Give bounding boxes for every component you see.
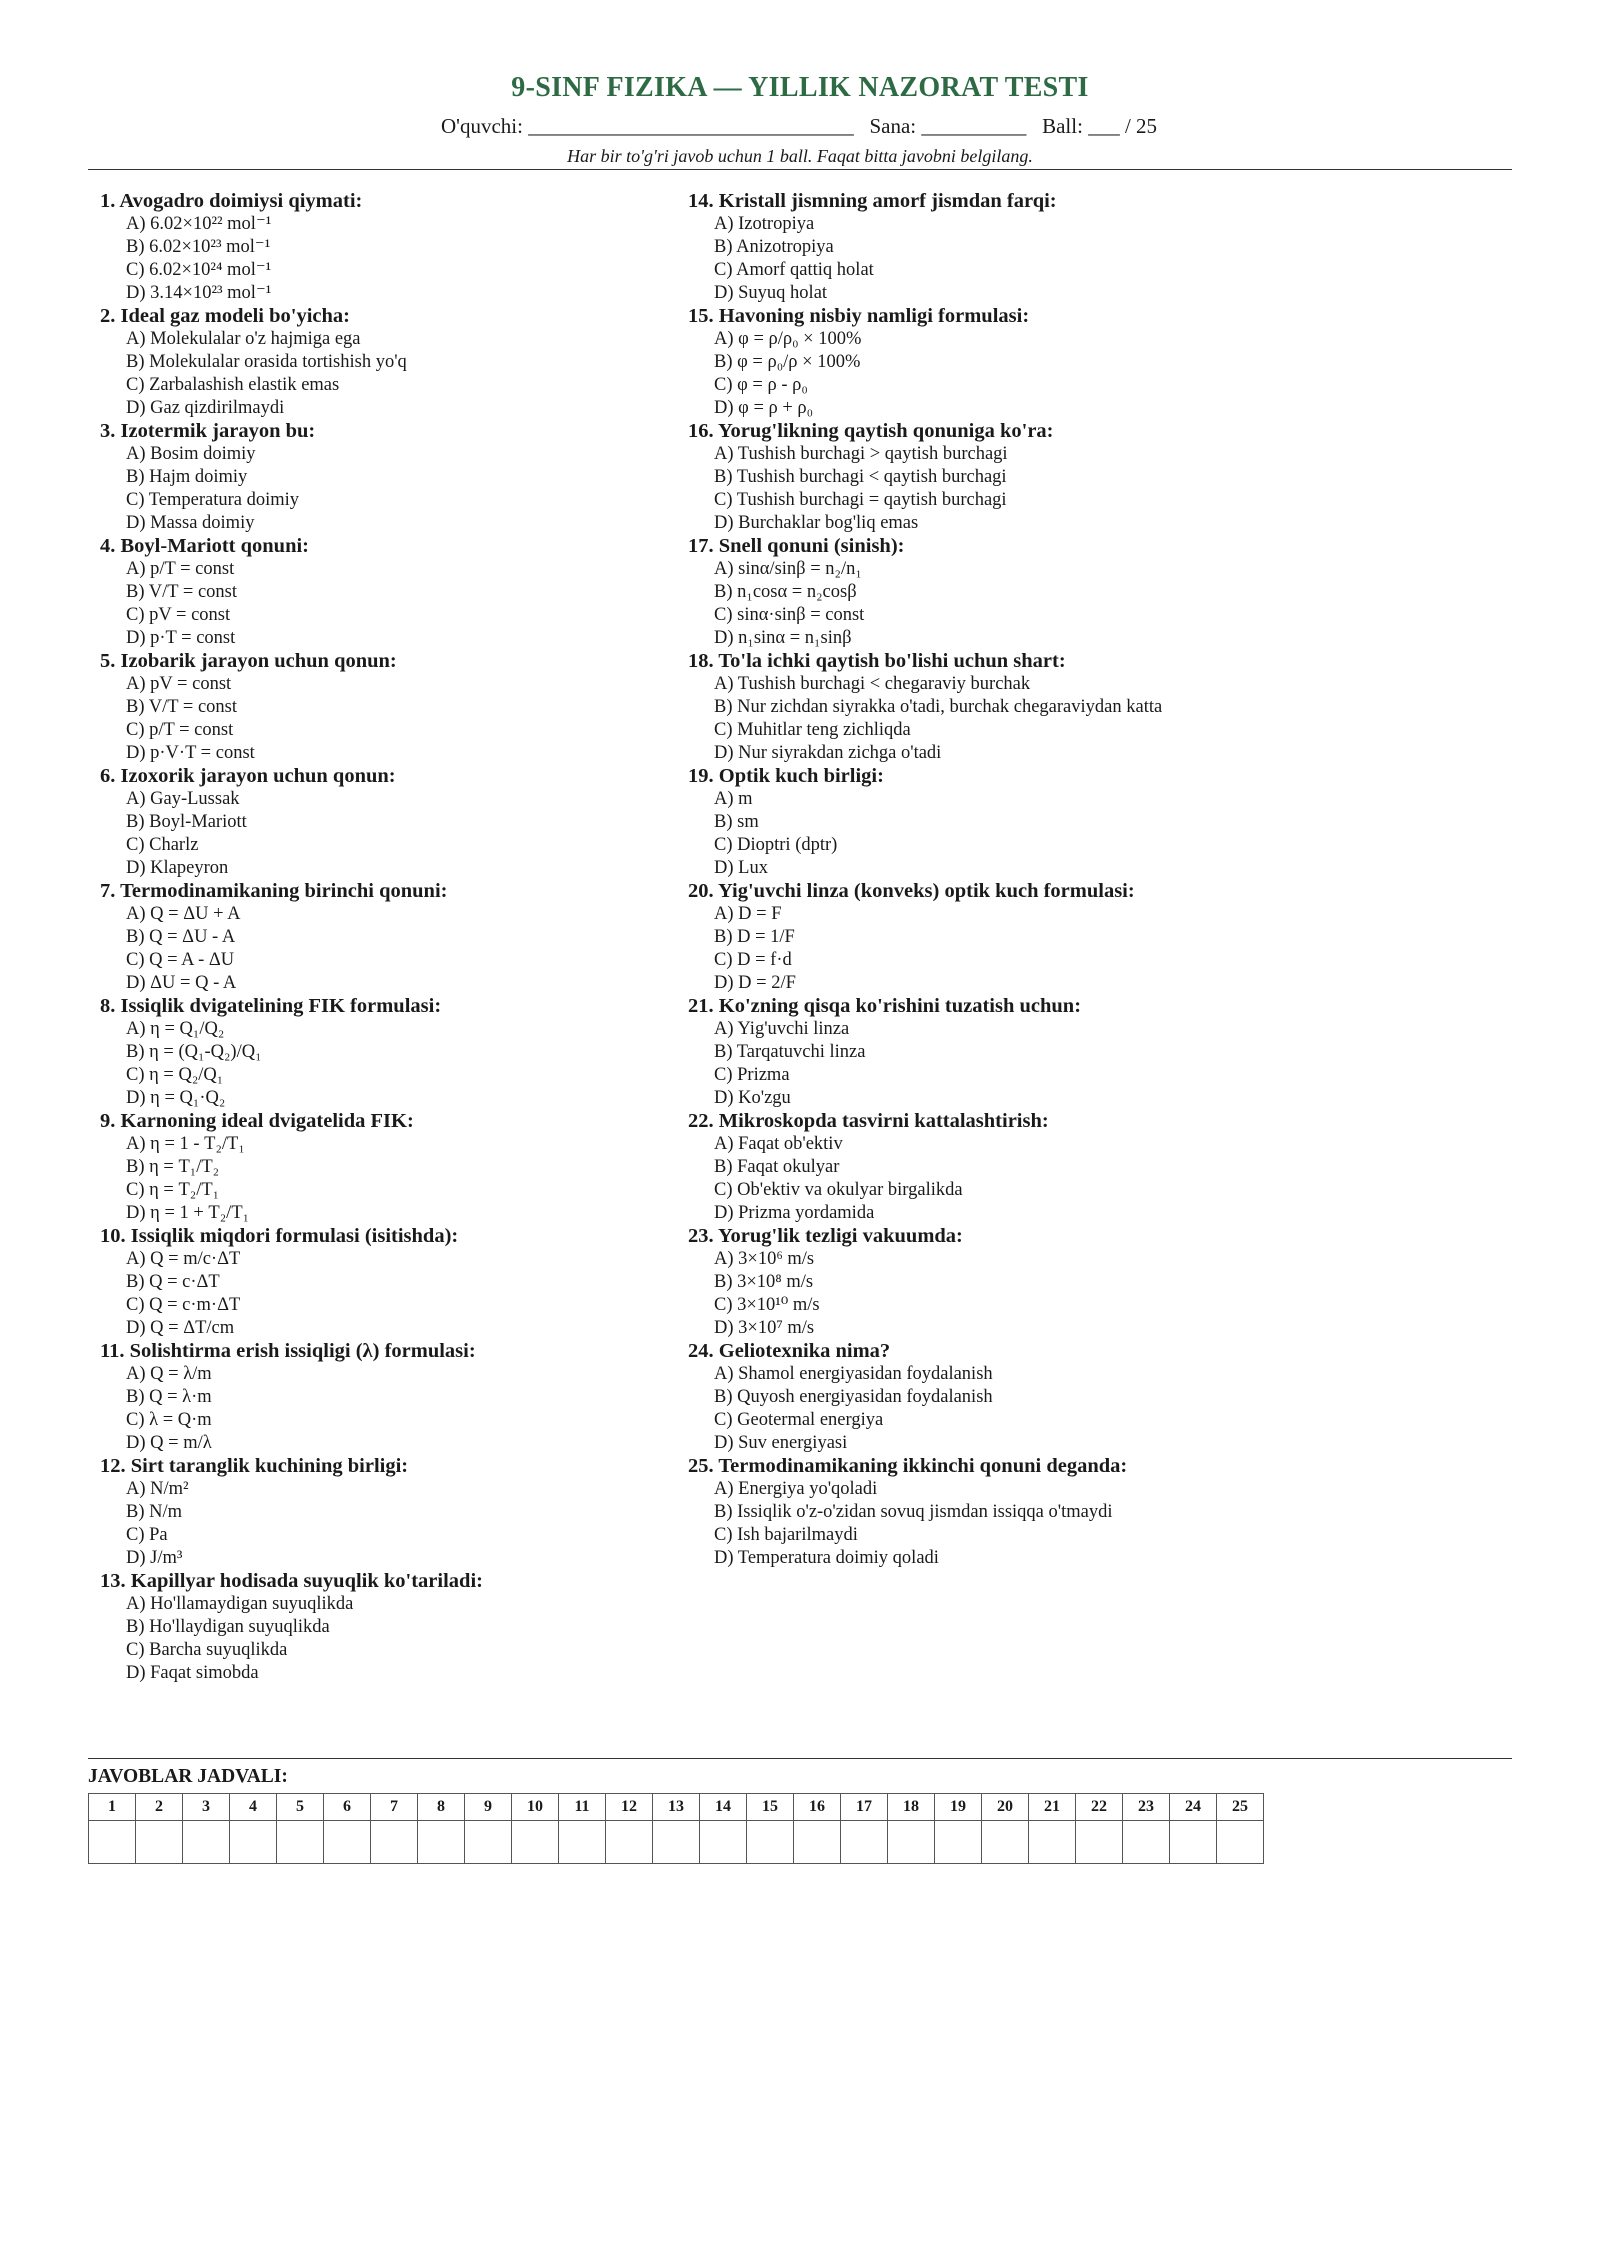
score-max: / 25 [1124, 114, 1158, 138]
question-block [100, 1110, 680, 1225]
question-block [688, 190, 1518, 305]
answer-option[interactable]: A) Shamol energiyasidan foydalanish [714, 1364, 993, 1384]
answer-option[interactable]: B) Q = c·ΔT [126, 1272, 220, 1292]
answer-option[interactable]: C) Temperatura doimiy [126, 490, 300, 510]
student-label: O'quvchi: [441, 114, 523, 138]
answer-option[interactable]: C) η = Q₂/Q₁ [126, 1065, 224, 1085]
answer-number-cell: 4 [230, 1794, 277, 1821]
answer-option[interactable]: A) N/m² [126, 1479, 189, 1499]
answer-number-cell: 6 [324, 1794, 371, 1821]
answer-option[interactable]: D) p·T = const [126, 628, 236, 648]
question-text: 16. Yorug'likning qaytish qonuniga ko'ra: [688, 420, 1054, 442]
answer-blank-cell[interactable] [794, 1821, 841, 1864]
question-block [100, 1225, 680, 1340]
answer-option[interactable]: B) Q = ΔU - A [126, 927, 236, 947]
answers-number-row [89, 1794, 1264, 1821]
answer-number-cell: 8 [418, 1794, 465, 1821]
answer-option[interactable]: D) η = Q₁·Q₂ [126, 1088, 226, 1108]
answer-option[interactable]: A) Tushish burchagi > qaytish burchagi [714, 444, 1008, 464]
answers-table [88, 1793, 1264, 1864]
answer-number-cell: 13 [653, 1794, 700, 1821]
answer-option[interactable]: A) φ = ρ/ρ₀ × 100% [714, 329, 862, 349]
answer-blank-cell[interactable] [89, 1821, 136, 1864]
answer-option[interactable]: B) Quyosh energiyasidan foydalanish [714, 1387, 993, 1407]
question-block [100, 1455, 680, 1570]
answer-option[interactable]: A) Q = λ/m [126, 1364, 212, 1384]
answer-option[interactable]: D) J/m³ [126, 1548, 183, 1568]
answer-option[interactable]: C) Ish bajarilmaydi [714, 1525, 858, 1545]
question-block [688, 880, 1518, 995]
answer-blank-cell[interactable] [700, 1821, 747, 1864]
answer-option[interactable]: A) m [714, 789, 753, 809]
question-block [688, 1225, 1518, 1340]
answer-option[interactable]: C) Q = c·m·ΔT [126, 1295, 241, 1315]
answer-option[interactable]: B) φ = ρ₀/ρ × 100% [714, 352, 861, 372]
answer-option[interactable]: D) Massa doimiy [126, 513, 255, 533]
answer-blank-cell[interactable] [1076, 1821, 1123, 1864]
answer-blank-cell[interactable] [230, 1821, 277, 1864]
answer-blank-cell[interactable] [747, 1821, 794, 1864]
question-block [100, 1340, 680, 1455]
answer-number-cell: 9 [465, 1794, 512, 1821]
question-text: 23. Yorug'lik tezligi vakuumda: [688, 1225, 963, 1247]
score-label: Ball: [1042, 114, 1083, 138]
answer-option[interactable]: A) p/T = const [126, 559, 235, 579]
answer-option[interactable]: A) Ho'llamaydigan suyuqlikda [126, 1594, 354, 1614]
answer-blank-cell[interactable] [183, 1821, 230, 1864]
answer-option[interactable]: A) Energiya yo'qoladi [714, 1479, 878, 1499]
answer-number-cell: 20 [982, 1794, 1029, 1821]
answer-option[interactable]: C) Charlz [126, 835, 199, 855]
answer-option[interactable]: C) Barcha suyuqlikda [126, 1640, 288, 1660]
answer-option[interactable]: B) Issiqlik o'z-o'zidan sovuq jismdan issiqqa o'tmaydi [714, 1502, 1113, 1522]
answer-number-cell: 14 [700, 1794, 747, 1821]
answer-number-cell: 24 [1170, 1794, 1217, 1821]
answer-option[interactable]: A) Tushish burchagi < chegaraviy burchak [714, 674, 1031, 694]
question-text: 7. Termodinamikaning birinchi qonuni: [100, 880, 448, 902]
answer-number-cell: 18 [888, 1794, 935, 1821]
question-text: 9. Karnoning ideal dvigatelida FIK: [100, 1110, 414, 1132]
question-text: 17. Snell qonuni (sinish): [688, 535, 905, 557]
question-text: 24. Geliotexnika nima? [688, 1340, 891, 1362]
answer-option[interactable]: D) Gaz qizdirilmaydi [126, 398, 285, 418]
answer-blank-cell[interactable] [935, 1821, 982, 1864]
answer-option[interactable]: C) Prizma [714, 1065, 790, 1085]
question-text: 25. Termodinamikaning ikkinchi qonuni deganda: [688, 1455, 1128, 1477]
answer-number-cell: 22 [1076, 1794, 1123, 1821]
question-block [688, 1455, 1518, 1570]
answer-option[interactable]: B) 3×10⁸ m/s [714, 1272, 814, 1292]
answer-number-cell: 1 [89, 1794, 136, 1821]
answers-table-title: JAVOBLAR JADVALI: [88, 1766, 288, 1787]
question-block [100, 880, 680, 995]
answer-option[interactable]: D) Suyuq holat [714, 283, 828, 303]
answer-option[interactable]: B) Anizotropiya [714, 237, 834, 257]
answer-option[interactable]: B) V/T = const [126, 697, 237, 717]
question-block [688, 995, 1518, 1110]
answer-number-cell: 15 [747, 1794, 794, 1821]
question-block [688, 1340, 1518, 1455]
answer-number-cell: 23 [1123, 1794, 1170, 1821]
answer-option[interactable]: B) Hajm doimiy [126, 467, 248, 487]
question-block [688, 535, 1518, 650]
answer-option[interactable]: B) Faqat okulyar [714, 1157, 840, 1177]
answer-option[interactable]: C) Zarbalashish elastik emas [126, 375, 340, 395]
student-name-blank[interactable]: _______________________________ [528, 114, 854, 138]
question-text: 20. Yig'uvchi linza (konveks) optik kuch formulasi: [688, 880, 1135, 902]
question-block [100, 420, 680, 535]
answer-option[interactable]: C) Ob'ektiv va okulyar birgalikda [714, 1180, 963, 1200]
answer-option[interactable]: C) Amorf qattiq holat [714, 260, 874, 280]
questions-right-column [688, 190, 1518, 1570]
answer-option[interactable]: B) N/m [126, 1502, 183, 1522]
answer-option[interactable]: A) 6.02×10²² mol⁻¹ [126, 214, 272, 234]
answer-number-cell: 5 [277, 1794, 324, 1821]
question-block [100, 995, 680, 1110]
answer-number-cell: 7 [371, 1794, 418, 1821]
answer-option[interactable]: A) pV = const [126, 674, 232, 694]
answer-option[interactable]: D) Temperatura doimiy qoladi [714, 1548, 939, 1568]
answer-number-cell: 11 [559, 1794, 606, 1821]
question-block [100, 305, 680, 420]
answer-option[interactable]: C) Muhitlar teng zichliqda [714, 720, 911, 740]
answer-option[interactable]: C) p/T = const [126, 720, 234, 740]
answer-option[interactable]: C) D = f·d [714, 950, 792, 970]
answer-number-cell: 17 [841, 1794, 888, 1821]
answer-option[interactable]: A) Q = m/c·ΔT [126, 1249, 241, 1269]
answer-option[interactable]: A) D = F [714, 904, 782, 924]
answer-option[interactable]: A) Faqat ob'ektiv [714, 1134, 843, 1154]
question-text: 19. Optik kuch birligi: [688, 765, 884, 787]
answer-blank-cell[interactable] [1217, 1821, 1264, 1864]
score-blank[interactable]: ___ [1088, 114, 1120, 138]
question-block [100, 535, 680, 650]
question-text: 11. Solishtirma erish issiqligi (λ) formulasi: [100, 1340, 476, 1362]
answer-option[interactable]: C) η = T₂/T₁ [126, 1180, 220, 1200]
answer-option[interactable]: D) Suv energiyasi [714, 1433, 848, 1453]
answer-option[interactable]: D) φ = ρ + ρ₀ [714, 398, 814, 418]
question-text: 14. Kristall jismning amorf jismdan farqi: [688, 190, 1057, 212]
answer-option[interactable]: B) Nur zichdan siyrakka o'tadi, burchak chegaraviydan katta [714, 697, 1163, 717]
question-text: 2. Ideal gaz modeli bo'yicha: [100, 305, 350, 327]
date-label: Sana: [869, 114, 917, 138]
answer-option[interactable]: B) 6.02×10²³ mol⁻¹ [126, 237, 271, 257]
answer-blank-cell[interactable] [512, 1821, 559, 1864]
question-block [100, 190, 680, 305]
question-block [100, 765, 680, 880]
header-divider [88, 169, 1512, 170]
answer-blank-cell[interactable] [841, 1821, 888, 1864]
answer-number-cell: 16 [794, 1794, 841, 1821]
answer-option[interactable]: C) Dioptri (dptr) [714, 835, 838, 855]
answer-blank-cell[interactable] [559, 1821, 606, 1864]
question-block [688, 1110, 1518, 1225]
answer-option[interactable]: D) p·V·T = const [126, 743, 255, 763]
answer-blank-cell[interactable] [418, 1821, 465, 1864]
answer-option[interactable]: D) 3×10⁷ m/s [714, 1318, 815, 1338]
answer-option[interactable]: D) Burchaklar bog'liq emas [714, 513, 919, 533]
answers-blank-row [89, 1821, 1264, 1864]
answer-option[interactable]: C) Q = A - ΔU [126, 950, 235, 970]
answer-blank-cell[interactable] [1123, 1821, 1170, 1864]
answer-option[interactable]: C) Pa [126, 1525, 168, 1545]
answer-option[interactable]: B) Boyl-Mariott [126, 812, 247, 832]
answer-option[interactable]: B) Q = λ·m [126, 1387, 212, 1407]
answer-option[interactable]: B) Ho'llaydigan suyuqlikda [126, 1617, 330, 1637]
answer-blank-cell[interactable] [606, 1821, 653, 1864]
answer-option[interactable]: A) Gay-Lussak [126, 789, 240, 809]
answer-option[interactable]: D) Faqat simobda [126, 1663, 259, 1683]
page-title: 9-SINF FIZIKA — YILLIK NAZORAT TESTI [511, 72, 1089, 103]
answer-option[interactable]: C) pV = const [126, 605, 231, 625]
question-block [688, 765, 1518, 880]
answer-option[interactable]: C) Tushish burchagi = qaytish burchagi [714, 490, 1007, 510]
answer-blank-cell[interactable] [982, 1821, 1029, 1864]
question-text: 5. Izobarik jarayon uchun qonun: [100, 650, 397, 672]
question-block [100, 1570, 680, 1685]
answer-option[interactable]: B) Tushish burchagi < qaytish burchagi [714, 467, 1007, 487]
answer-blank-cell[interactable] [1029, 1821, 1076, 1864]
question-text: 13. Kapillyar hodisada suyuqlik ko'tariladi: [100, 1570, 483, 1592]
question-block [688, 650, 1518, 765]
answer-blank-cell[interactable] [136, 1821, 183, 1864]
date-blank[interactable]: __________ [921, 114, 1027, 138]
question-text: 18. To'la ichki qaytish bo'lishi uchun shart: [688, 650, 1066, 672]
answer-number-cell: 19 [935, 1794, 982, 1821]
answer-number-cell: 25 [1217, 1794, 1264, 1821]
answer-option[interactable]: B) D = 1/F [714, 927, 795, 947]
answer-option[interactable]: B) η = T₁/T₂ [126, 1157, 220, 1177]
answer-option[interactable]: B) Molekulalar orasida tortishish yo'q [126, 352, 407, 372]
answer-option[interactable]: B) sm [714, 812, 759, 832]
answer-option[interactable]: A) Izotropiya [714, 214, 815, 234]
answer-option[interactable]: C) 6.02×10²⁴ mol⁻¹ [126, 260, 272, 280]
answer-option[interactable]: B) Tarqatuvchi linza [714, 1042, 866, 1062]
answer-blank-cell[interactable] [888, 1821, 935, 1864]
answer-option[interactable]: A) 3×10⁶ m/s [714, 1249, 815, 1269]
answer-option[interactable]: D) D = 2/F [714, 973, 796, 993]
question-block [688, 420, 1518, 535]
answer-number-cell: 3 [183, 1794, 230, 1821]
question-text: 1. Avogadro doimiysi qiymati: [100, 190, 363, 212]
question-text: 10. Issiqlik miqdori formulasi (isitishda): [100, 1225, 459, 1247]
question-text: 21. Ko'zning qisqa ko'rishini tuzatish uchun: [688, 995, 1082, 1017]
answer-option[interactable]: D) 3.14×10²³ mol⁻¹ [126, 283, 272, 303]
answer-option[interactable]: D) η = 1 + T₂/T₁ [126, 1203, 250, 1223]
question-text: 6. Izoxorik jarayon uchun qonun: [100, 765, 396, 787]
student-info-line [441, 114, 1157, 139]
question-block [688, 305, 1518, 420]
answer-option[interactable]: C) sinα·sinβ = const [714, 605, 865, 625]
answer-option[interactable]: B) η = (Q₁-Q₂)/Q₁ [126, 1042, 262, 1062]
answer-option[interactable]: C) Geotermal energiya [714, 1410, 884, 1430]
answer-blank-cell[interactable] [371, 1821, 418, 1864]
answer-option[interactable]: A) η = Q₁/Q₂ [126, 1019, 225, 1039]
answer-number-cell: 10 [512, 1794, 559, 1821]
answer-blank-cell[interactable] [324, 1821, 371, 1864]
answers-divider [88, 1758, 1512, 1759]
answer-number-cell: 21 [1029, 1794, 1076, 1821]
answer-option[interactable]: B) n₁cosα = n₂cosβ [714, 582, 857, 602]
answer-option[interactable]: D) Q = m/λ [126, 1433, 212, 1453]
answer-blank-cell[interactable] [465, 1821, 512, 1864]
answer-option[interactable]: D) Prizma yordamida [714, 1203, 875, 1223]
answer-option[interactable]: A) Q = ΔU + A [126, 904, 241, 924]
answer-option[interactable]: D) ΔU = Q - A [126, 973, 237, 993]
question-text: 3. Izotermik jarayon bu: [100, 420, 316, 442]
answer-option[interactable]: D) Ko'zgu [714, 1088, 791, 1108]
answer-blank-cell[interactable] [1170, 1821, 1217, 1864]
answer-option[interactable]: A) Yig'uvchi linza [714, 1019, 850, 1039]
answer-option[interactable]: D) Nur siyrakdan zichga o'tadi [714, 743, 942, 763]
answer-option[interactable]: D) Q = ΔT/cm [126, 1318, 235, 1338]
answer-blank-cell[interactable] [277, 1821, 324, 1864]
answer-option[interactable]: D) Lux [714, 858, 768, 878]
answer-option[interactable]: C) φ = ρ - ρ₀ [714, 375, 808, 395]
question-text: 15. Havoning nisbiy namligi formulasi: [688, 305, 1030, 327]
answer-option[interactable]: A) sinα/sinβ = n₂/n₁ [714, 559, 862, 579]
question-text: 12. Sirt taranglik kuchining birligi: [100, 1455, 409, 1477]
question-text: 22. Mikroskopda tasvirni kattalashtirish: [688, 1110, 1049, 1132]
answer-option[interactable]: B) V/T = const [126, 582, 237, 602]
answer-option[interactable]: D) Klapeyron [126, 858, 229, 878]
answer-option[interactable]: C) λ = Q·m [126, 1410, 212, 1430]
instruction-text: Har bir to'g'ri javob uchun 1 ball. Faqat bitta javobni belgilang. [567, 146, 1033, 166]
question-text: 4. Boyl-Mariott qonuni: [100, 535, 309, 557]
answer-number-cell: 12 [606, 1794, 653, 1821]
questions-left-column [100, 190, 680, 1685]
answer-number-cell: 2 [136, 1794, 183, 1821]
answer-blank-cell[interactable] [653, 1821, 700, 1864]
answer-option[interactable]: A) Molekulalar o'z hajmiga ega [126, 329, 361, 349]
answer-option[interactable]: A) Bosim doimiy [126, 444, 256, 464]
question-text: 8. Issiqlik dvigatelining FIK formulasi: [100, 995, 442, 1017]
question-block [100, 650, 680, 765]
answer-option[interactable]: C) 3×10¹⁰ m/s [714, 1295, 820, 1315]
answer-option[interactable]: A) η = 1 - T₂/T₁ [126, 1134, 245, 1154]
answer-option[interactable]: D) n₁sinα = n₁sinβ [714, 628, 852, 648]
